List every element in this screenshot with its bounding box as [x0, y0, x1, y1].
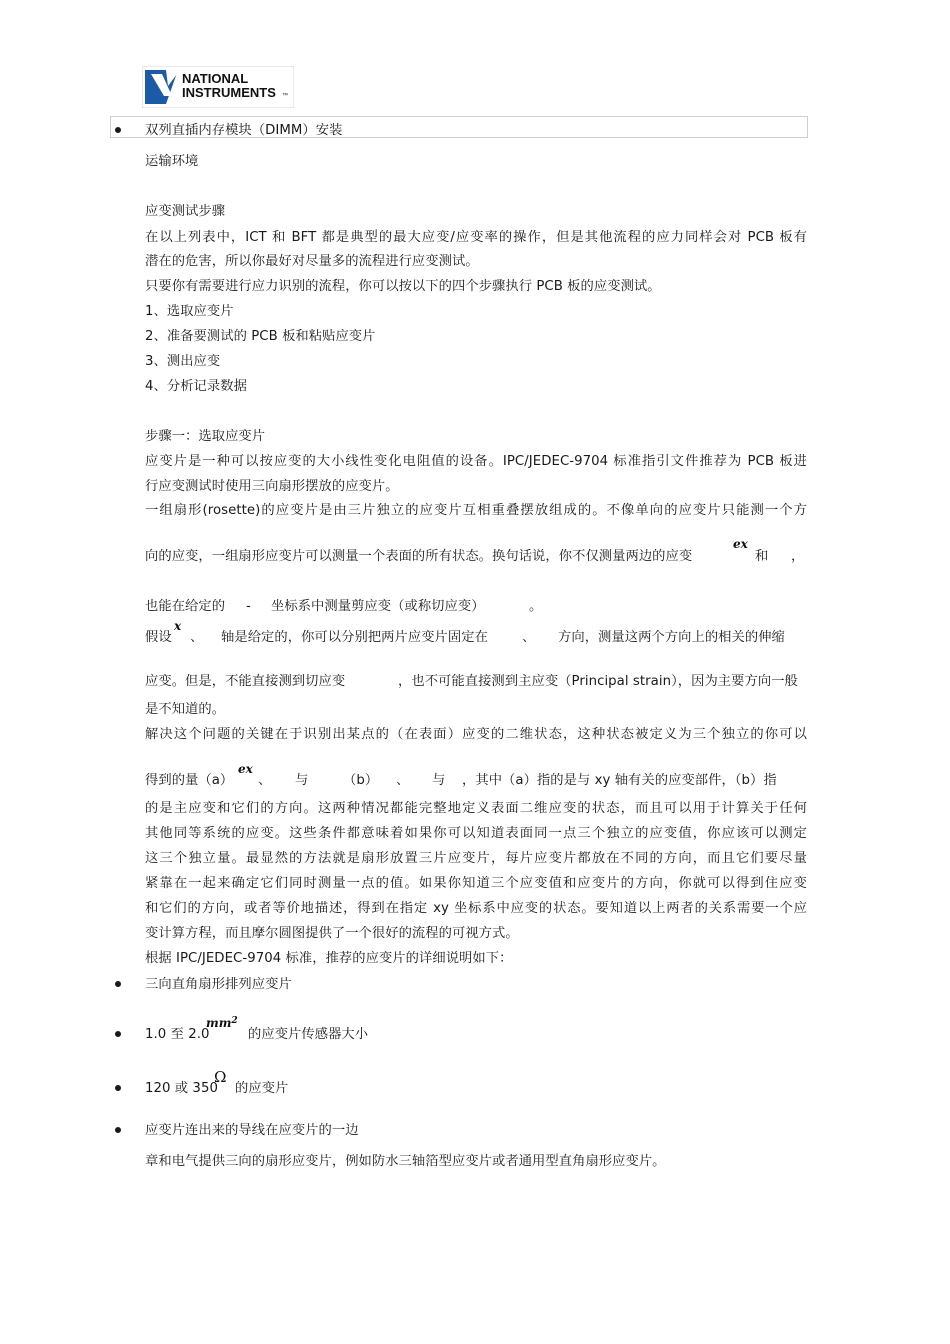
text-fragment: 与	[432, 773, 446, 788]
bullet-dot	[115, 981, 121, 987]
heading-step-one: 步骤一：选取应变片	[145, 429, 266, 444]
paragraph-line: 是不知道的。	[145, 702, 226, 717]
line-transport: 运输环境	[145, 154, 199, 169]
logo-tm: ™	[282, 93, 288, 99]
bullet-dot	[115, 1127, 121, 1133]
text-fragment: 。	[529, 599, 543, 614]
paragraph-line: 和它们的方向，或者等价地描述，得到在指定 xy 坐标系中应变的状态。要知道以上两者的关系需要一个应	[145, 901, 807, 916]
logo-line2: INSTRUMENTS	[182, 85, 276, 100]
text-fragment: 、	[258, 773, 272, 788]
epsilon-x-symbol: ex	[238, 762, 253, 776]
step-item: 2、准备要测试的 PCB 板和粘贴应变片	[145, 329, 376, 344]
step-item: 3、测出应变	[145, 354, 221, 369]
paragraph-line: 变计算方程，而且摩尔圆图提供了一个很好的流程的可视方式。	[145, 926, 519, 941]
bullet-dot	[115, 1085, 121, 1091]
text-fragment: 方向，测量这两个方向上的相关的伸缩	[558, 630, 785, 645]
paragraph-line: 假设	[145, 630, 172, 645]
text-fragment: ，也不可能直接测到主应变（Principal strain），因为主要方向一般	[398, 674, 798, 689]
text-fragment: 与	[295, 773, 309, 788]
list-item: 1.0 至 2.0	[145, 1027, 210, 1042]
bullet-dot	[115, 1031, 121, 1037]
text-fragment: 轴是给定的，你可以分别把两片应变片固定在	[221, 630, 488, 645]
step-item: 1、选取应变片	[145, 304, 234, 319]
text-fragment: ，	[791, 549, 805, 564]
paragraph-line: 的是主应变和它们的方向。这两种情况都能完整地定义表面二维应变的状态，而且可以用于计算关于任何	[145, 801, 807, 816]
ni-logo	[142, 66, 294, 108]
mm-unit-symbol	[206, 1016, 238, 1030]
text-fragment: -	[246, 599, 251, 614]
paragraph-line: 解决这个问题的关键在于识别出某点的（在表面）应变的二维状态，这种状态被定义为三个独立的你可以	[145, 727, 807, 742]
text-fragment: 坐标系中测量剪应变（或称切应变）	[271, 599, 485, 614]
x-axis-symbol: x	[174, 619, 182, 633]
text-fragment: ，其中（a）指的是与 xy 轴有关的应变部件，（b）指	[462, 773, 777, 788]
text-fragment: 的应变片	[235, 1081, 289, 1096]
paragraph-line: 得到的量（a）	[145, 773, 234, 788]
text-fragment: 和	[755, 549, 769, 564]
bullet-dot	[115, 127, 121, 133]
square-superscript: 2	[231, 1016, 238, 1026]
ohm-symbol: Ω	[214, 1068, 227, 1086]
text-fragment: 、	[522, 630, 536, 645]
list-item: 应变片连出来的导线在应变片的一边	[145, 1123, 359, 1138]
paragraph-line: 潜在的危害，所以你最好对尽量多的流程进行应变测试。	[145, 254, 479, 269]
text-fragment: 的应变片传感器大小	[248, 1027, 369, 1042]
text-fragment: 、	[396, 773, 410, 788]
epsilon-x-symbol: ex	[733, 537, 748, 551]
paragraph-line: 向的应变，一组扇形应变片可以测量一个表面的所有状态。换句话说，你不仅测量两边的应变	[145, 549, 693, 564]
paragraph-line: 这三个独立量。最显然的方法就是扇形放置三片应变片，每片应变片都放在不同的方向，而且它们要尽量	[145, 851, 807, 866]
paragraph-line: 根据 IPC/JEDEC-9704 标准，推荐的应变片的详细说明如下：	[145, 951, 513, 966]
paragraph-line: 也能在给定的	[145, 599, 226, 614]
paragraph-line: 在以上列表中，ICT 和 BFT 都是典型的最大应变/应变率的操作，但是其他流程的应力同样会对 PCB 板有	[145, 230, 807, 245]
text-fragment: （b）	[343, 773, 379, 788]
list-item: 三向直角扇形排列应变片	[145, 977, 292, 992]
paragraph-line: 只要你有需要进行应力识别的流程，你可以按以下的四个步骤执行 PCB 板的应变测试。	[145, 279, 661, 294]
paragraph-line: 应变。但是，不能直接测到切应变	[145, 674, 346, 689]
paragraph-line: 行应变测试时使用三向扇形摆放的应变片。	[145, 479, 399, 494]
heading-strain-test-steps: 应变测试步骤	[145, 204, 226, 219]
paragraph-line: 章和电气提供三向的扇形应变片，例如防水三轴箔型应变片或者通用型直角扇形应变片。	[145, 1154, 666, 1169]
logo-line1: NATIONAL	[182, 71, 249, 86]
step-item: 4、分析记录数据	[145, 379, 247, 394]
paragraph-line: 紧靠在一起来确定它们同时测量一点的值。如果你知道三个应变值和应变片的方向，你就可以得到住应变	[145, 876, 807, 891]
mm-text: mm	[206, 1016, 232, 1030]
paragraph-line: 应变片是一种可以按应变的大小线性变化电阻值的设备。IPC/JEDEC-9704 标准指引文件推荐为 PCB 板进	[145, 454, 807, 469]
paragraph-line: 其他同等系统的应变。这些条件都意味着如果你可以知道表面同一点三个独立的应变值，你应该可以测定	[145, 826, 807, 841]
list-item: 120 或 350	[145, 1081, 218, 1096]
text-fragment: 、	[190, 630, 204, 645]
paragraph-line: 一组扇形(rosette)的应变片是由三片独立的应变片互相重叠摆放组成的。不像单向的应变片只能测一个方	[145, 503, 807, 518]
top-item-text: 双列直插内存模块（DIMM）安装	[145, 123, 343, 138]
